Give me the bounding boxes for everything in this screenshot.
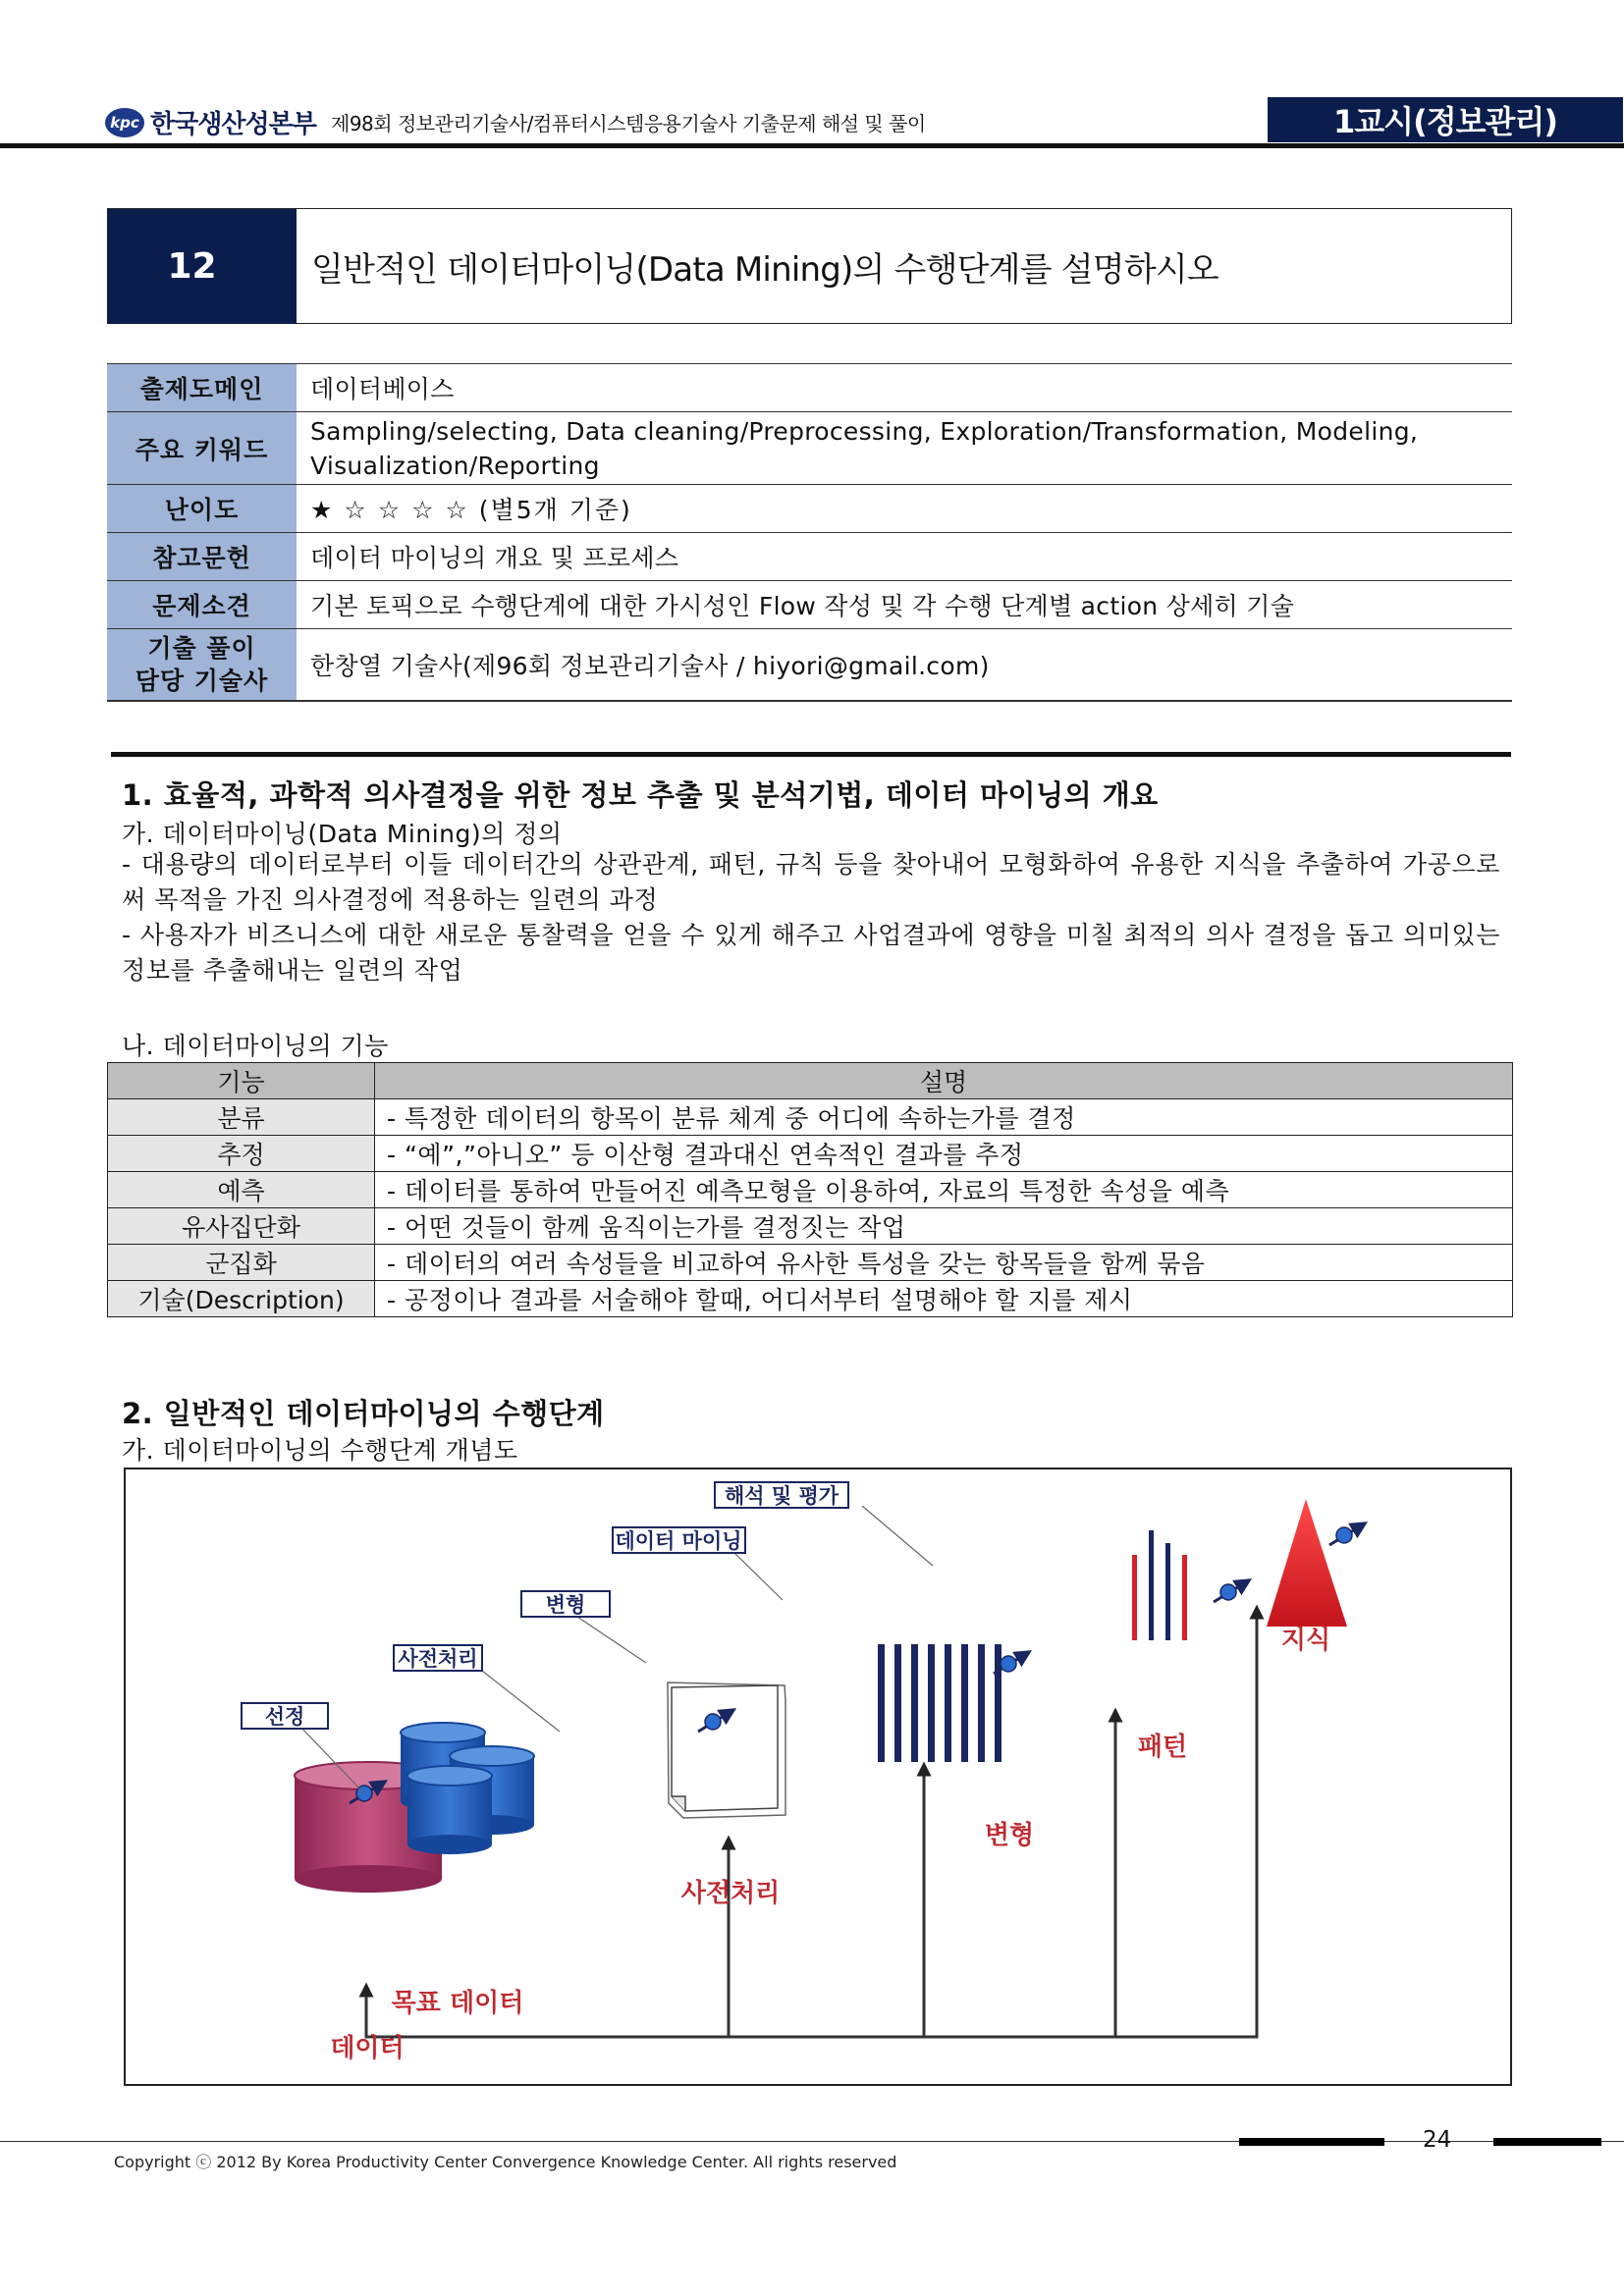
step-select-label: 선정 (264, 1705, 305, 1729)
info-value (297, 412, 1512, 485)
org-logo (105, 104, 316, 140)
pattern-bars-icon (1132, 1530, 1187, 1640)
function-name: 기술(Description) (108, 1281, 375, 1317)
info-row (107, 533, 1512, 581)
keywords-line-2: Visualization/Reporting (310, 451, 600, 480)
step-transform-label: 변형 (545, 1593, 586, 1617)
step-evaluate-box (715, 1482, 848, 1508)
definition-para-2: - 사용자가 비즈니스에 대한 새로운 통찰력을 얻을 수 있게 해주고 사업결과에 영향을 미칠 최적의 의사 결정을 돕고 의미있는 정보를 추출해내는 일련의 작업 (122, 921, 1500, 985)
definition-para-1: - 대용량의 데이터로부터 이들 데이터간의 상관관계, 패턴, 규칙 등을 찾아내어 모형화하여 유용한 지식을 추출하여 가공으로써 목적을 가진 의사결정에 적용하는 일련의 과정 (122, 850, 1500, 914)
info-key: 난이도 (107, 485, 297, 533)
question-box (107, 208, 1512, 324)
header-subtitle: 제98회 정보관리기술사/컴퓨터시스템응용기술사 기출문제 해설 및 풀이 (331, 112, 926, 135)
table-row (108, 1136, 1513, 1172)
target-database-icon (401, 1723, 534, 1854)
step-select-box (242, 1703, 328, 1729)
table-row (108, 1245, 1513, 1281)
section2-sub-a: 가. 데이터마이닝의 수행단계 개념도 (122, 1436, 518, 1465)
info-value: 기본 토픽으로 수행단계에 대한 가시성인 Flow 작성 및 각 수행 단계별 action 상세히 기술 (297, 581, 1512, 629)
info-key: 참고문헌 (107, 533, 297, 581)
info-row (107, 364, 1512, 412)
section2-heading: 2. 일반적인 데이터마이닝의 수행단계 (122, 1397, 605, 1430)
info-key-line-1: 기출 풀이 (147, 633, 256, 663)
step-mining-label: 데이터 마이닝 (615, 1529, 742, 1553)
info-value: 데이터 마이닝의 개요 및 프로세스 (297, 533, 1512, 581)
col-header-function: 기능 (108, 1063, 375, 1099)
process-diagram (124, 1468, 1512, 2086)
function-desc: - “예”,”아니오” 등 이산형 결과대신 연속적인 결과를 추정 (375, 1136, 1513, 1172)
footer-bar-left (1239, 2138, 1384, 2146)
knowledge-triangle-icon (1267, 1499, 1347, 1627)
function-name: 추정 (108, 1136, 375, 1172)
table-row (108, 1172, 1513, 1208)
function-desc: - 어떤 것들이 함께 움직이는가를 결정짓는 작업 (375, 1208, 1513, 1245)
keywords-line-1: Sampling/selecting, Data cleaning/Preprocessing, Exploration/Transformation, Modeling, (310, 416, 1419, 446)
info-key: 문제소견 (107, 581, 297, 629)
label-data: 데이터 (330, 2034, 405, 2063)
table-header-row (108, 1063, 1513, 1099)
table-row (108, 1281, 1513, 1317)
info-value: 한창열 기술사(제96회 정보관리기술사 / hiyori@gmail.com) (297, 629, 1512, 701)
process-diagram-svg (126, 1469, 1510, 2084)
info-key-line-2: 담당 기술사 (135, 666, 269, 695)
step-transform-box (521, 1591, 610, 1617)
label-patterns: 패턴 (1137, 1733, 1188, 1762)
function-desc: - 데이터를 통하여 만들어진 예측모형을 이용하여, 자료의 특정한 속성을 예측 (375, 1172, 1513, 1208)
step-preprocess-box (394, 1645, 482, 1671)
label-target-data: 목표 데이터 (391, 1989, 524, 2018)
info-table (107, 363, 1512, 702)
section-divider (111, 752, 1511, 757)
section1-sub-a: 가. 데이터마이닝(Data Mining)의 정의 (122, 820, 563, 848)
document-icon (668, 1682, 785, 1818)
info-key: 주요 키워드 (107, 412, 297, 485)
function-name: 유사집단화 (108, 1208, 375, 1245)
label-transformed: 변형 (984, 1821, 1035, 1850)
transformed-bars-icon (878, 1644, 1001, 1762)
step-evaluate-label: 해석 및 평가 (724, 1484, 839, 1508)
info-row (107, 581, 1512, 629)
label-preprocessed: 사전처리 (680, 1879, 781, 1908)
table-row (108, 1099, 1513, 1136)
page-number: 24 (1423, 2127, 1452, 2153)
difficulty-stars: ★ ☆ ☆ ☆ ☆ (별5개 기준) (297, 485, 1512, 533)
info-row (107, 485, 1512, 533)
step-mining-box (613, 1527, 745, 1553)
header-divider (0, 143, 1624, 148)
function-name: 예측 (108, 1172, 375, 1208)
info-value: 데이터베이스 (297, 364, 1512, 412)
copyright: Copyright ⓒ 2012 By Korea Productivity Center Convergence Knowledge Center. All rights reserved (114, 2153, 897, 2171)
info-key: 출제도메인 (107, 364, 297, 412)
question-title: 일반적인 데이터마이닝(Data Mining)의 수행단계를 설명하시오 (311, 250, 1218, 290)
org-name: 한국생산성본부 (150, 110, 316, 139)
section1-heading: 1. 효율적, 과학적 의사결정을 위한 정보 추출 및 분석기법, 데이터 마이닝의 개요 (122, 778, 1159, 812)
label-knowledge: 지식 (1280, 1626, 1331, 1655)
function-desc: - 공정이나 결과를 서술해야 할때, 어디서부터 설명해야 할 지를 제시 (375, 1281, 1513, 1317)
info-row (107, 629, 1512, 701)
kpc-logo-icon: kpc (105, 108, 144, 137)
step-preprocess-label: 사전처리 (398, 1647, 478, 1671)
footer-bar-right (1493, 2138, 1601, 2146)
function-desc: - 데이터의 여러 속성들을 비교하여 유사한 특성을 갖는 항목들을 함께 묶음 (375, 1245, 1513, 1281)
col-header-description: 설명 (375, 1063, 1513, 1099)
section1-sub-b: 나. 데이터마이닝의 기능 (122, 1032, 389, 1060)
table-row (108, 1208, 1513, 1245)
info-key (107, 629, 297, 701)
info-row (107, 412, 1512, 485)
session-tag: 1교시(정보관리) (1268, 97, 1623, 142)
question-number: 12 (107, 209, 297, 324)
page-header (0, 94, 1624, 149)
function-table (107, 1062, 1513, 1317)
function-desc: - 특정한 데이터의 항목이 분류 체계 중 어디에 속하는가를 결정 (375, 1099, 1513, 1136)
function-name: 분류 (108, 1099, 375, 1136)
function-name: 군집화 (108, 1245, 375, 1281)
